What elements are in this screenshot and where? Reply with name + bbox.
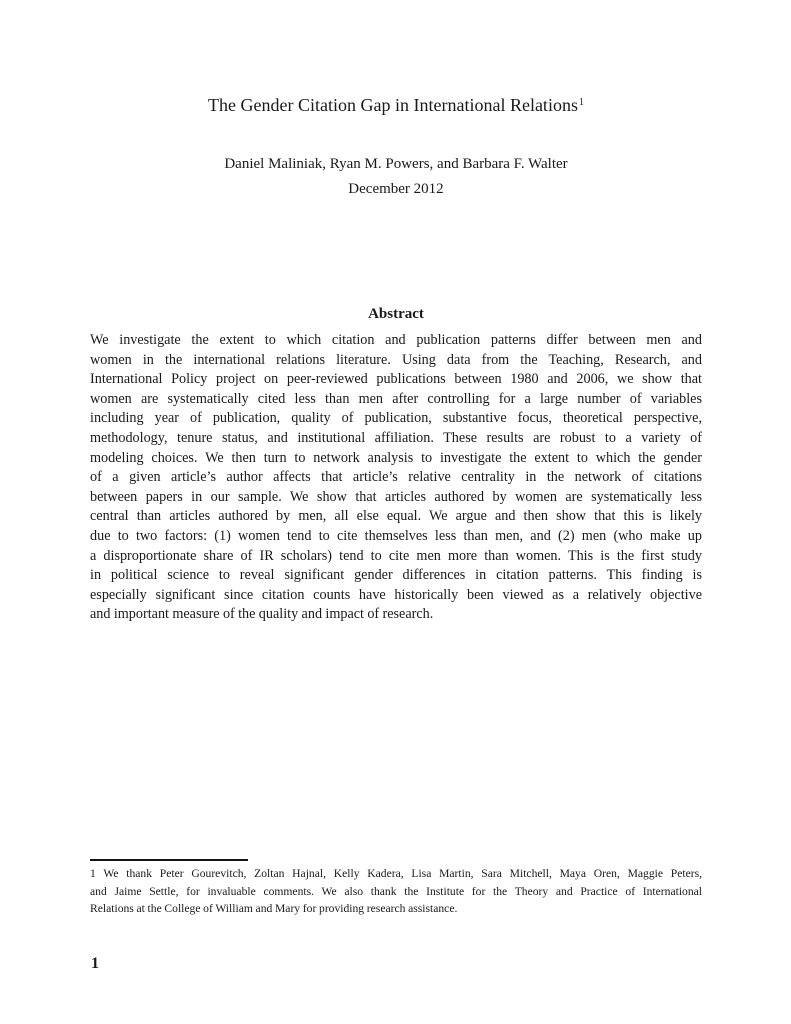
abstract-line: women in the international relations literature. Using data from the Teaching, Research, and <box>90 351 702 368</box>
abstract-heading: Abstract <box>368 306 424 322</box>
footnote-line: and Jaime Settle, for invaluable comments. We also thank the Institute for the Theory and Practice of International <box>90 884 702 898</box>
abstract-line: methodology, tenure status, and institutional affiliation. These results are robust to a variety of <box>90 429 702 446</box>
title-footnote-ref: 1 <box>578 97 584 108</box>
abstract-line: International Policy project on peer-reviewed publications between 1980 and 2006, we show that <box>90 371 702 388</box>
footnote <box>90 865 702 918</box>
footnote-line: 1 We thank Peter Gourevitch, Zoltan Hajnal, Kelly Kadera, Lisa Martin, Sara Mitchell, Maya Oren, Maggie Peters, <box>90 867 702 880</box>
abstract-line: modeling choices. We then turn to network analysis to investigate the extent to which the gender <box>90 449 702 466</box>
abstract-line: women are systematically cited less than men after controlling for a large number of variables <box>90 390 702 407</box>
abstract-line: a disproportionate share of IR scholars) tend to cite men more than women. This is the first study <box>90 547 702 564</box>
page-number: 1 <box>91 955 99 972</box>
abstract-line: central than articles authored by men, all else equal. We argue and then show that this is likely <box>90 508 702 525</box>
date-line: December 2012 <box>348 181 444 197</box>
abstract-line: between papers in our sample. We show that articles authored by women are systematically less <box>90 488 702 505</box>
abstract-line: We investigate the extent to which citation and publication patterns differ between men and <box>90 332 702 348</box>
footnote-separator <box>90 859 248 861</box>
abstract-line: in political science to reveal significant gender differences in citation patterns. This finding is <box>90 567 702 584</box>
authors-line: Daniel Maliniak, Ryan M. Powers, and Barbara F. Walter <box>224 156 568 172</box>
abstract-line: especially significant since citation counts have historically been viewed as a relatively objective <box>90 586 702 603</box>
footnote-line: Relations at the College of William and Mary for providing research assistance. <box>90 902 458 916</box>
abstract-line: including year of publication, quality of publication, substantive focus, theoretical perspective, <box>90 410 702 427</box>
abstract-line: due to two factors: (1) women tend to cite themselves less than men, and (2) men (who make up <box>90 527 702 544</box>
abstract-line: of a given article’s author affects that article’s relative centrality in the network of citations <box>90 469 702 486</box>
abstract-paragraph <box>90 331 702 625</box>
paper-title-text: The Gender Citation Gap in International Relations <box>208 95 578 115</box>
abstract-line: and important measure of the quality and impact of research. <box>90 606 434 623</box>
paper-title <box>90 92 702 116</box>
